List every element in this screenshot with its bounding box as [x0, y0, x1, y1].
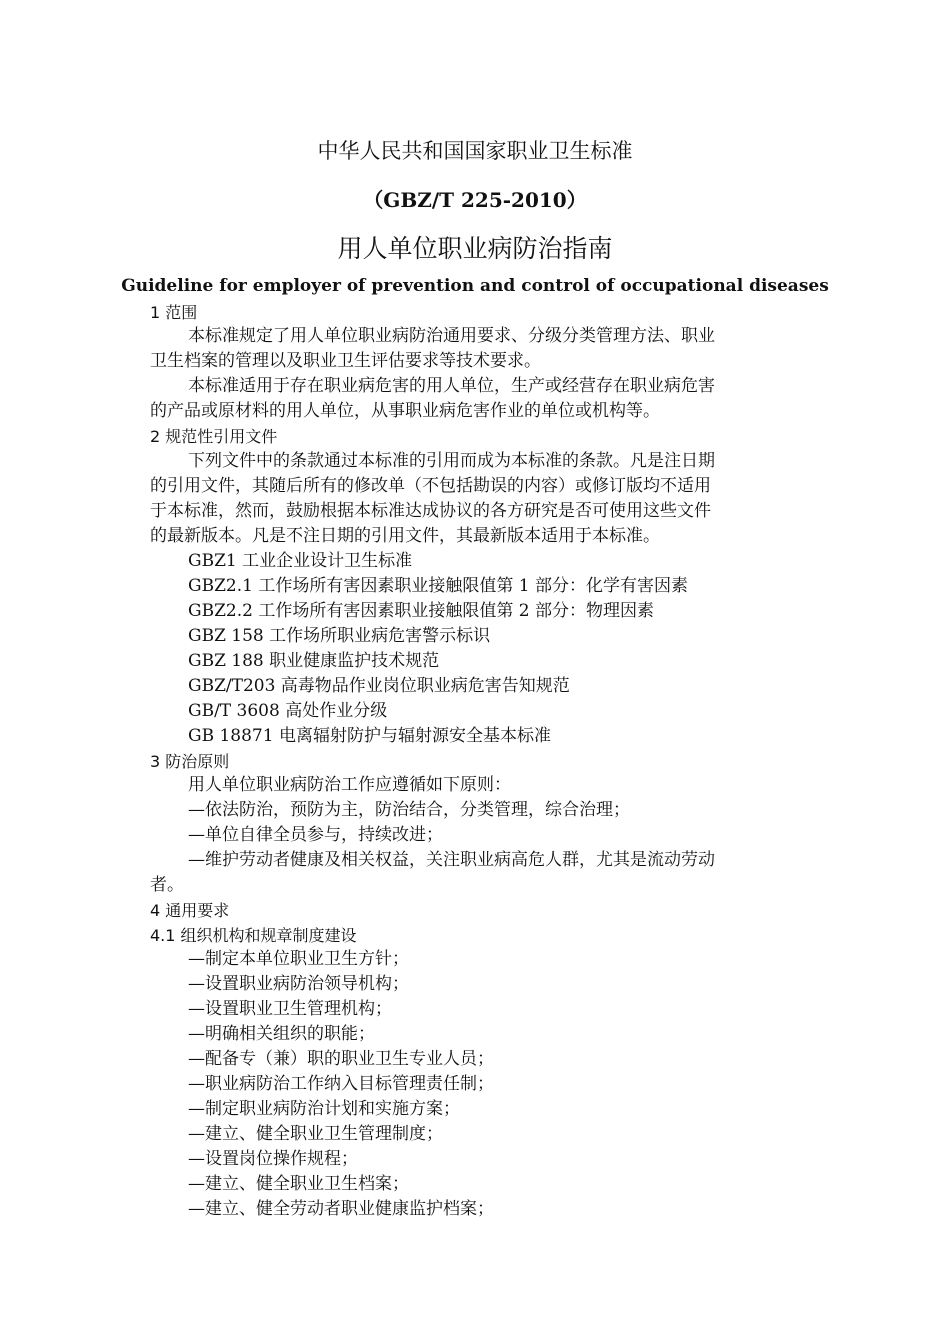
paragraph-line: 本标准适用于存在职业病危害的用人单位，生产或经营存在职业病危害	[188, 376, 715, 396]
section-heading-scope: 1 范围	[150, 303, 198, 322]
requirement-item: —制定职业病防治计划和实施方案；	[188, 1099, 460, 1119]
principle-item: —单位自律全员参与，持续改进；	[188, 825, 443, 845]
requirement-item: —建立、健全职业卫生档案；	[188, 1174, 409, 1194]
reference-item: GB/T 3608 高处作业分级	[188, 701, 388, 721]
requirement-item: —设置岗位操作规程；	[188, 1149, 358, 1169]
document-title: 用人单位职业病防治指南	[337, 234, 613, 263]
paragraph-line: 用人单位职业病防治工作应遵循如下原则：	[188, 775, 511, 795]
paragraph-line: 下列文件中的条款通过本标准的引用而成为本标准的条款。凡是注日期	[188, 451, 715, 471]
requirement-item: —建立、健全劳动者职业健康监护档案；	[188, 1199, 494, 1219]
requirement-item: —设置职业病防治领导机构；	[188, 974, 409, 994]
paragraph-line: 者。	[150, 875, 184, 895]
paragraph-line: 的引用文件，其随后所有的修改单（不包括勘误的内容）或修订版均不适用	[150, 476, 711, 496]
paragraph-line: 卫生档案的管理以及职业卫生评估要求等技术要求。	[150, 351, 541, 371]
reference-item: GBZ2.2 工作场所有害因素职业接触限值第 2 部分：物理因素	[188, 601, 654, 621]
principle-item: —维护劳动者健康及相关权益，关注职业病高危人群，尤其是流动劳动	[188, 850, 715, 870]
requirement-item: —配备专（兼）职的职业卫生专业人员；	[188, 1049, 494, 1069]
paragraph-line: 的最新版本。凡是不注日期的引用文件，其最新版本适用于本标准。	[150, 526, 660, 546]
requirement-item: —设置职业卫生管理机构；	[188, 999, 392, 1019]
section-heading-normative-references: 2 规范性引用文件	[150, 427, 278, 446]
reference-item: GBZ 188 职业健康监护技术规范	[188, 651, 440, 671]
principle-item: —依法防治，预防为主，防治结合，分类管理，综合治理；	[188, 800, 630, 820]
reference-item: GBZ2.1 工作场所有害因素职业接触限值第 1 部分：化学有害因素	[188, 576, 688, 596]
requirement-item: —明确相关组织的职能；	[188, 1024, 375, 1044]
paragraph-line: 本标准规定了用人单位职业病防治通用要求、分级分类管理方法、职业	[188, 326, 715, 346]
standard-org-title: 中华人民共和国国家职业卫生标准	[317, 139, 633, 163]
reference-item: GBZ1 工业企业设计卫生标准	[188, 551, 413, 571]
section-heading-general-requirements: 4 通用要求	[150, 901, 230, 920]
paragraph-line: 的产品或原材料的用人单位，从事职业病危害作业的单位或机构等。	[150, 401, 660, 421]
requirement-item: —职业病防治工作纳入目标管理责任制；	[188, 1074, 494, 1094]
requirement-item: —建立、健全职业卫生管理制度；	[188, 1124, 443, 1144]
paragraph-line: 于本标准，然而，鼓励根据本标准达成协议的各方研究是否可使用这些文件	[150, 501, 711, 521]
subsection-heading-organization: 4.1 组织机构和规章制度建设	[150, 926, 357, 945]
reference-item: GB 18871 电离辐射防护与辐射源安全基本标准	[188, 726, 551, 746]
section-heading-principles: 3 防治原则	[150, 752, 230, 771]
reference-item: GBZ/T203 高毒物品作业岗位职业病危害告知规范	[188, 676, 570, 696]
requirement-item: —制定本单位职业卫生方针；	[188, 949, 409, 969]
standard-code: （GBZ/T 225-2010）	[363, 188, 587, 212]
document-title-english: Guideline for employer of prevention and control of occupational diseases	[121, 276, 829, 296]
reference-item: GBZ 158 工作场所职业病危害警示标识	[188, 626, 491, 646]
